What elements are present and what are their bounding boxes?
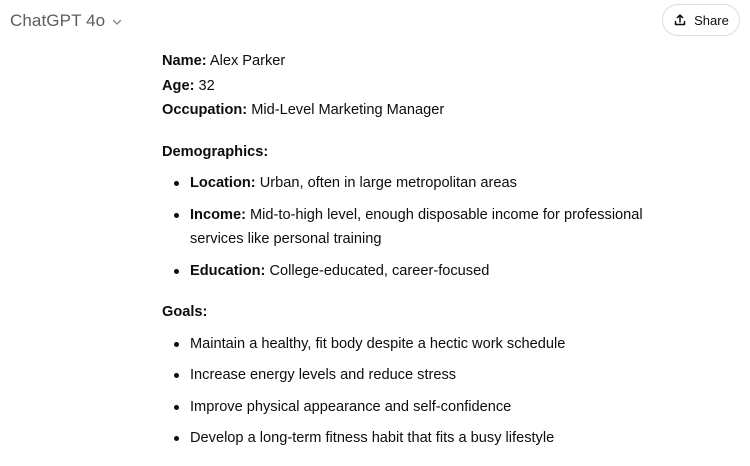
education-text: College-educated, career-focused: [269, 262, 490, 279]
list-item: Maintain a healthy, fit body despite a hectic work schedule: [162, 332, 652, 357]
location-text: Urban, often in large metropolitan areas: [259, 175, 517, 191]
share-label: Share: [694, 12, 729, 28]
occupation-line: [162, 98, 652, 123]
name-label: Name:: [162, 53, 207, 69]
share-button[interactable]: [662, 4, 740, 36]
list-item: [162, 259, 652, 284]
top-bar: [0, 0, 750, 44]
list-item: [162, 203, 652, 252]
income-label: Income:: [190, 206, 246, 223]
goals-list: [162, 332, 652, 451]
name-value: Alex Parker: [209, 53, 286, 69]
name-line: [162, 49, 652, 74]
model-name: ChatGPT 4o: [10, 11, 106, 30]
age-value: 32: [198, 77, 215, 94]
list-item: [162, 171, 652, 196]
location-label: Location:: [190, 175, 256, 191]
occupation-label: Occupation:: [162, 102, 248, 118]
occupation-value: Mid-Level Marketing Manager: [251, 102, 445, 118]
share-icon: [673, 13, 687, 27]
chevron-down-icon: [111, 15, 123, 27]
age-line: [162, 74, 652, 99]
list-item: Increase energy levels and reduce stress: [162, 363, 652, 388]
list-item: Improve physical appearance and self-confidence: [162, 395, 652, 420]
assistant-message: [162, 49, 652, 451]
model-switcher[interactable]: [10, 8, 123, 34]
income-text: Mid-to-high level, enough disposable income for professional services like personal training: [190, 206, 643, 247]
demographics-list: [162, 171, 652, 283]
education-label: Education:: [190, 262, 266, 279]
list-item: Develop a long-term fitness habit that fits a busy lifestyle: [162, 426, 652, 451]
age-label: Age:: [162, 77, 195, 94]
demographics-heading: Demographics:: [162, 143, 269, 160]
goals-heading: Goals:: [162, 304, 208, 320]
